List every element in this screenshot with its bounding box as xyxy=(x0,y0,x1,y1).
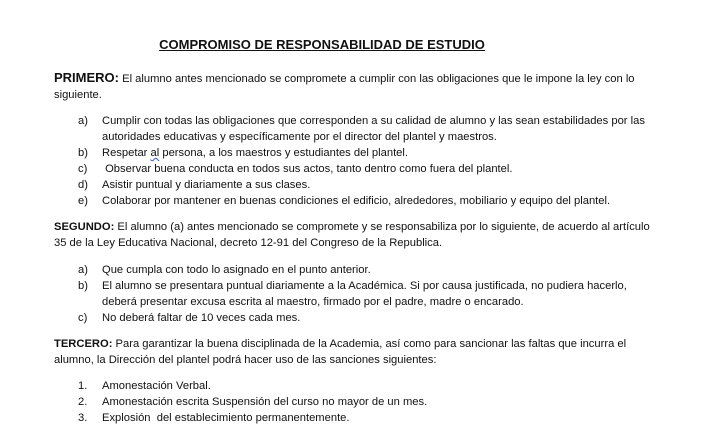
list-item xyxy=(78,410,658,426)
paragraph-lead: SEGUNDO: xyxy=(54,221,115,233)
list-item xyxy=(78,161,658,177)
paragraph-lead: PRIMERO: xyxy=(54,70,119,85)
list-marker: a) xyxy=(78,115,88,127)
list-marker: 3. xyxy=(78,412,88,424)
list-marker: d) xyxy=(78,179,88,191)
list-item xyxy=(78,378,658,394)
list-text: Explosión del establecimiento permanentemente. xyxy=(102,412,350,424)
paragraph-text: El alumno (a) antes mencionado se compromete y se responsabiliza por lo siguiente, de acuerdo al artículo 35 de la Ley Educativa Nacional, decreto 12-91 del Congreso de la Republica. xyxy=(54,221,650,249)
list-item xyxy=(78,145,658,161)
list-marker: e) xyxy=(78,195,88,207)
list-text: El alumno se presentara puntual diariamente a la Académica. Si por causa justificada, no pudiera hacerlo, deberá presentar excusa escrita al maestro, firmado por el padre, madre o encarado. xyxy=(102,280,627,308)
list-item xyxy=(78,177,658,193)
list-item xyxy=(78,262,658,278)
paragraph-primero xyxy=(54,70,654,103)
list-item xyxy=(78,113,658,145)
list-item xyxy=(78,394,658,410)
list-text: Amonestación Verbal. xyxy=(102,380,211,392)
list-text: Colaborar por mantener en buenas condiciones el edificio, alrededores, mobiliario y equipo del plantel. xyxy=(102,195,611,207)
list-item xyxy=(78,278,658,310)
list-text: No deberá faltar de 10 veces cada mes. xyxy=(102,312,301,324)
list-marker: b) xyxy=(78,280,88,292)
list-marker: 2. xyxy=(78,396,88,408)
list-text: Amonestación escrita Suspensión del curso no mayor de un mes. xyxy=(102,396,428,408)
list-item xyxy=(78,193,658,209)
list-item xyxy=(78,310,658,326)
document-title: COMPROMISO DE RESPONSABILIDAD DE ESTUDIO xyxy=(159,37,485,52)
spelling-flagged-word[interactable]: al xyxy=(150,147,160,159)
list-text: Observar buena conducta en todos sus actos, tanto dentro como fuera del plantel. xyxy=(102,163,513,175)
list-text: Asistir puntual y diariamente a sus clases. xyxy=(102,179,311,191)
list-text-post: persona, a los maestros y estudiantes del plantel. xyxy=(159,147,408,159)
list-text: Que cumpla con todo lo asignado en el punto anterior. xyxy=(102,264,371,276)
paragraph-lead: TERCERO: xyxy=(54,338,113,350)
list-marker: c) xyxy=(78,312,88,324)
paragraph-text: El alumno antes mencionado se compromete a cumplir con las obligaciones que le impone la ley con lo siguiente. xyxy=(54,73,635,101)
list-marker: c) xyxy=(78,163,88,175)
list-text xyxy=(102,145,658,161)
list-text: Cumplir con todas las obligaciones que corresponden a su calidad de alumno y las sean estabilidades por las autoridades educativas y específicamente por el director del plantel y maestros. xyxy=(102,115,645,143)
paragraph-segundo xyxy=(54,219,654,251)
paragraph-tercero xyxy=(54,336,654,368)
list-text-pre: Respetar xyxy=(102,147,151,159)
list-marker: a) xyxy=(78,264,88,276)
list-marker: b) xyxy=(78,147,88,159)
list-marker: 1. xyxy=(78,380,88,392)
paragraph-text: Para garantizar la buena disciplinada de la Academia, así como para sancionar las faltas que incurra el alumno, la Dirección del plantel podrá hacer uso de las sanciones siguientes: xyxy=(54,338,627,366)
